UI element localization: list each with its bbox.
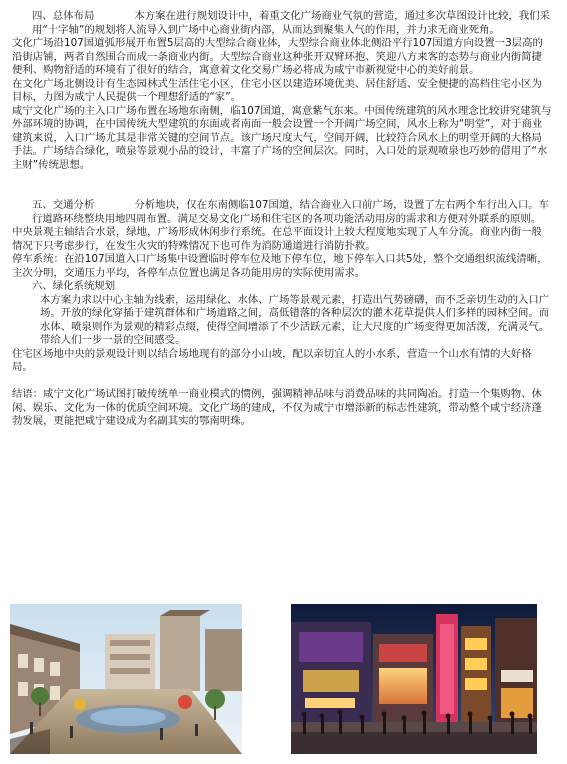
section-5-heading: 五、交通分析 — [32, 199, 95, 211]
section-5-paragraph: 分析地块，仅在东南侧临107国道，结合商业入口前广场，设置了左右两个车行出入口。车行道路环绕整块用地四周布置。满足交易文化广场和住宅区的各项功能活动用房的需求和方便对外联系的原则。 — [32, 199, 550, 225]
section-4-paragraph: 文化广场沿107国道弧形展开布置5层高的大型综合商业体，大型综合商业体北侧沿平行107国道方向设置一3层高的沿街店铺，两者自然围合而成一条商业内街。大型综合商业这种张开双臂环抱、笑迎八方来客的态势与商业内街简捷便利、购物舒适的环境有了很好的结合，寓意着文化交易广场必将成为咸宁市新视觉中心的美好前景。 — [12, 37, 543, 76]
section-4-paragraph: 本方案在进行规划设计中，着重文化广场商业气氛的营造，通过多次草图设计比较，我们采用“十字轴”的规划将人流导入到广场中心商业街内部，从而达到聚集人气的作用，并力求无商业死角。 — [32, 10, 550, 36]
section-4-heading: 四、总体布局 — [32, 10, 95, 22]
section-5-paragraph: 停车系统：在沿107国道入口广场集中设置临时停车位及地下停车位，地下停车入口共5处，整个交通组织流线清晰，主次分明，交通压力平均，各停车点位置也满足各功能用房的实际使用需求。 — [12, 253, 548, 279]
section-6-paragraph: 本方案力求以中心主轴为线索，运用绿化、水体、广场等景观元素，打造出气势磅礴，而不乏亲切生动的入口广场。开放的绿化穿插于建筑群体和广场道路之间，高低错落的各种层次的灌木花草提供人们多样的园林空间。而水体、喷泉则作为景观的精彩点缀，使得空间增添了不少活跃元素，让大尺度的广场变得更加活泼，充满灵气。带给人们一步一景的空间感受。 — [40, 293, 550, 346]
street-rendering-image — [291, 604, 537, 754]
section-6-paragraph: 住宅区场地中央的景观设计则以结合场地现有的部分小山坡，配以亲切宜人的小水系，营造一个山水有情的大好格局。 — [12, 347, 532, 373]
conclusion-paragraph: 结语：咸宁文化广场试图打破传统单一商业模式的惯例，强调精神品味与消费品味的共同陶冶。打造一个集购物、休闲、娱乐、文化为一体的优质空间环境。文化广场的建成，不仅为咸宁市增添新的标志性建筑，带动整个咸宁经济蓬勃发展，更能把咸宁建设成为名副其实的鄂南明珠。 — [12, 388, 542, 427]
document-body — [12, 10, 552, 429]
section-5-paragraph: 中央景观主轴结合水景，绿地，广场形成休闲步行系统。在总平面设计上较大程度地实现了人车分流。商业内街一般情况下只考虑步行，在发生火灾的特殊情况下也可作为消防通道进行消防扑救。 — [12, 226, 542, 252]
section-4-first-line — [12, 10, 552, 37]
section-4-paragraph: 在文化广场北侧设计有生态园林式生活住宅小区，住宅小区以建造环境优美、居住舒适、安全便捷的高档住宅小区为目标，力图为咸宁人民提供一个理想舒适的“家”。 — [12, 77, 542, 103]
section-5-first-line — [12, 199, 552, 226]
section-4-paragraph: 咸宁文化广场的主入口广场布置在场地东南侧，临107国道，寓意紫气东来。中国传统建筑的风水理念比较讲究建筑与外部环境的协调，在中国传统大型建筑的东面或者南面一般会设置一个开阔广场空间，风水上称为“明堂”，对于商业建筑来说，入口广场尤其是非常关键的空间节点。该广场尺度大气，空间开阔，比较符合风水上的明堂开阔的大格局手法。广场结合绿化，喷泉等景观小品的设计，丰富了广场的空间层次。同时，入口处的景观喷泉也巧妙的借用了“水主财”传统思想。 — [12, 104, 552, 171]
plaza-rendering-image — [10, 604, 242, 754]
section-6-heading: 六、绿化系统规划 — [32, 280, 116, 292]
